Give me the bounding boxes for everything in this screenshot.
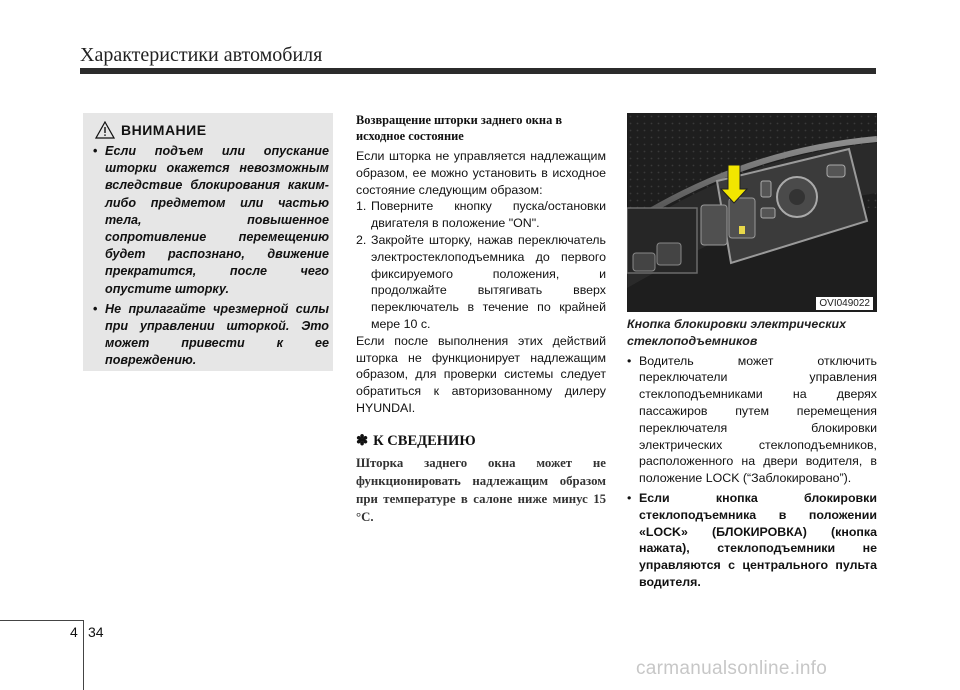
note-text: Шторка заднего окна может не функционировать надлежащим образом при температуре в салоне ниже минус 15 °С. (356, 455, 606, 524)
lock-bullet-text: Если кнопка блокировки стеклоподъемника в положении «LOCK» (БЛОКИРОВКА) (кнопка нажата), стеклоподъемники не управляются с центрального пульта водителя. (639, 490, 877, 589)
photo-code-label: OVI049022 (816, 297, 873, 310)
page-number: 34 (88, 624, 104, 640)
bullet-dot: • (627, 353, 632, 368)
reset-step (356, 198, 606, 232)
footer-rule-horizontal (0, 620, 83, 621)
watermark: carmanualsonline.info (636, 658, 828, 679)
lock-bullet (627, 490, 877, 591)
warning-list (91, 143, 329, 373)
warning-triangle-icon (95, 121, 115, 139)
warning-item: • Не прилагайте чрезмерной силы при управлении шторкой. Это может привести к ее повреждению. (91, 301, 329, 370)
reset-intro: Если шторка не управляется надлежащим образом, ее можно установить в исходное состояние следующим образом: (356, 149, 606, 197)
lock-bullet (627, 353, 877, 487)
step-number: 1. (356, 199, 367, 214)
reset-heading: Возвращение шторки заднего окна в исходное состояние (356, 113, 563, 143)
lock-section (627, 316, 877, 591)
door-panel-illustration (627, 113, 877, 312)
warning-item: • Если подъем или опускание шторки окажется невозможным вследствие блокирования каким-либо предметом или частью тела, повышенное сопротивление перемещению будет распознано, движение прекратится, после чего опустите шторку. (91, 143, 329, 298)
bullet-dot: • (627, 490, 632, 505)
warning-box (83, 113, 333, 371)
note-heading (356, 433, 606, 450)
step-text: Закройте шторку, нажав переключатель электростеклоподъемника до первого фиксируемого положения, и продолжайте вытягивать вверх переключатель в течение по крайней мере 10 с. (371, 232, 606, 331)
note-title: К СВЕДЕНИЮ (373, 432, 476, 449)
warning-header (95, 121, 207, 139)
lock-heading: Кнопка блокировки электрических стеклоподъемников (627, 317, 846, 348)
header-rule (80, 68, 876, 74)
note-star-icon: ✽ (356, 432, 369, 449)
step-number: 2. (356, 232, 367, 247)
page-header-title: Характеристики автомобиля (80, 44, 323, 66)
lock-bullet-text: Водитель может отключить переключатели управления стеклоподъемниками на дверях пассажиров путем перемещения переключателя блокировки электрических стеклоподъемников, расположенного на двери водителя, в положение LOCK (“Заблокировано”). (639, 353, 877, 486)
door-switch-photo (627, 113, 877, 312)
footer-rule-vertical (83, 620, 84, 690)
reset-outro: Если после выполнения этих действий шторка не функционирует надлежащим образом, для проверки системы следует обратиться к авторизованному дилеру HYUNDAI. (356, 333, 606, 415)
reset-section (356, 112, 606, 526)
warning-title: ВНИМАНИЕ (121, 122, 207, 138)
chapter-number: 4 (70, 624, 78, 640)
step-text: Поверните кнопку пуска/остановки двигателя в положение "ON". (371, 199, 606, 231)
reset-step (356, 232, 606, 333)
